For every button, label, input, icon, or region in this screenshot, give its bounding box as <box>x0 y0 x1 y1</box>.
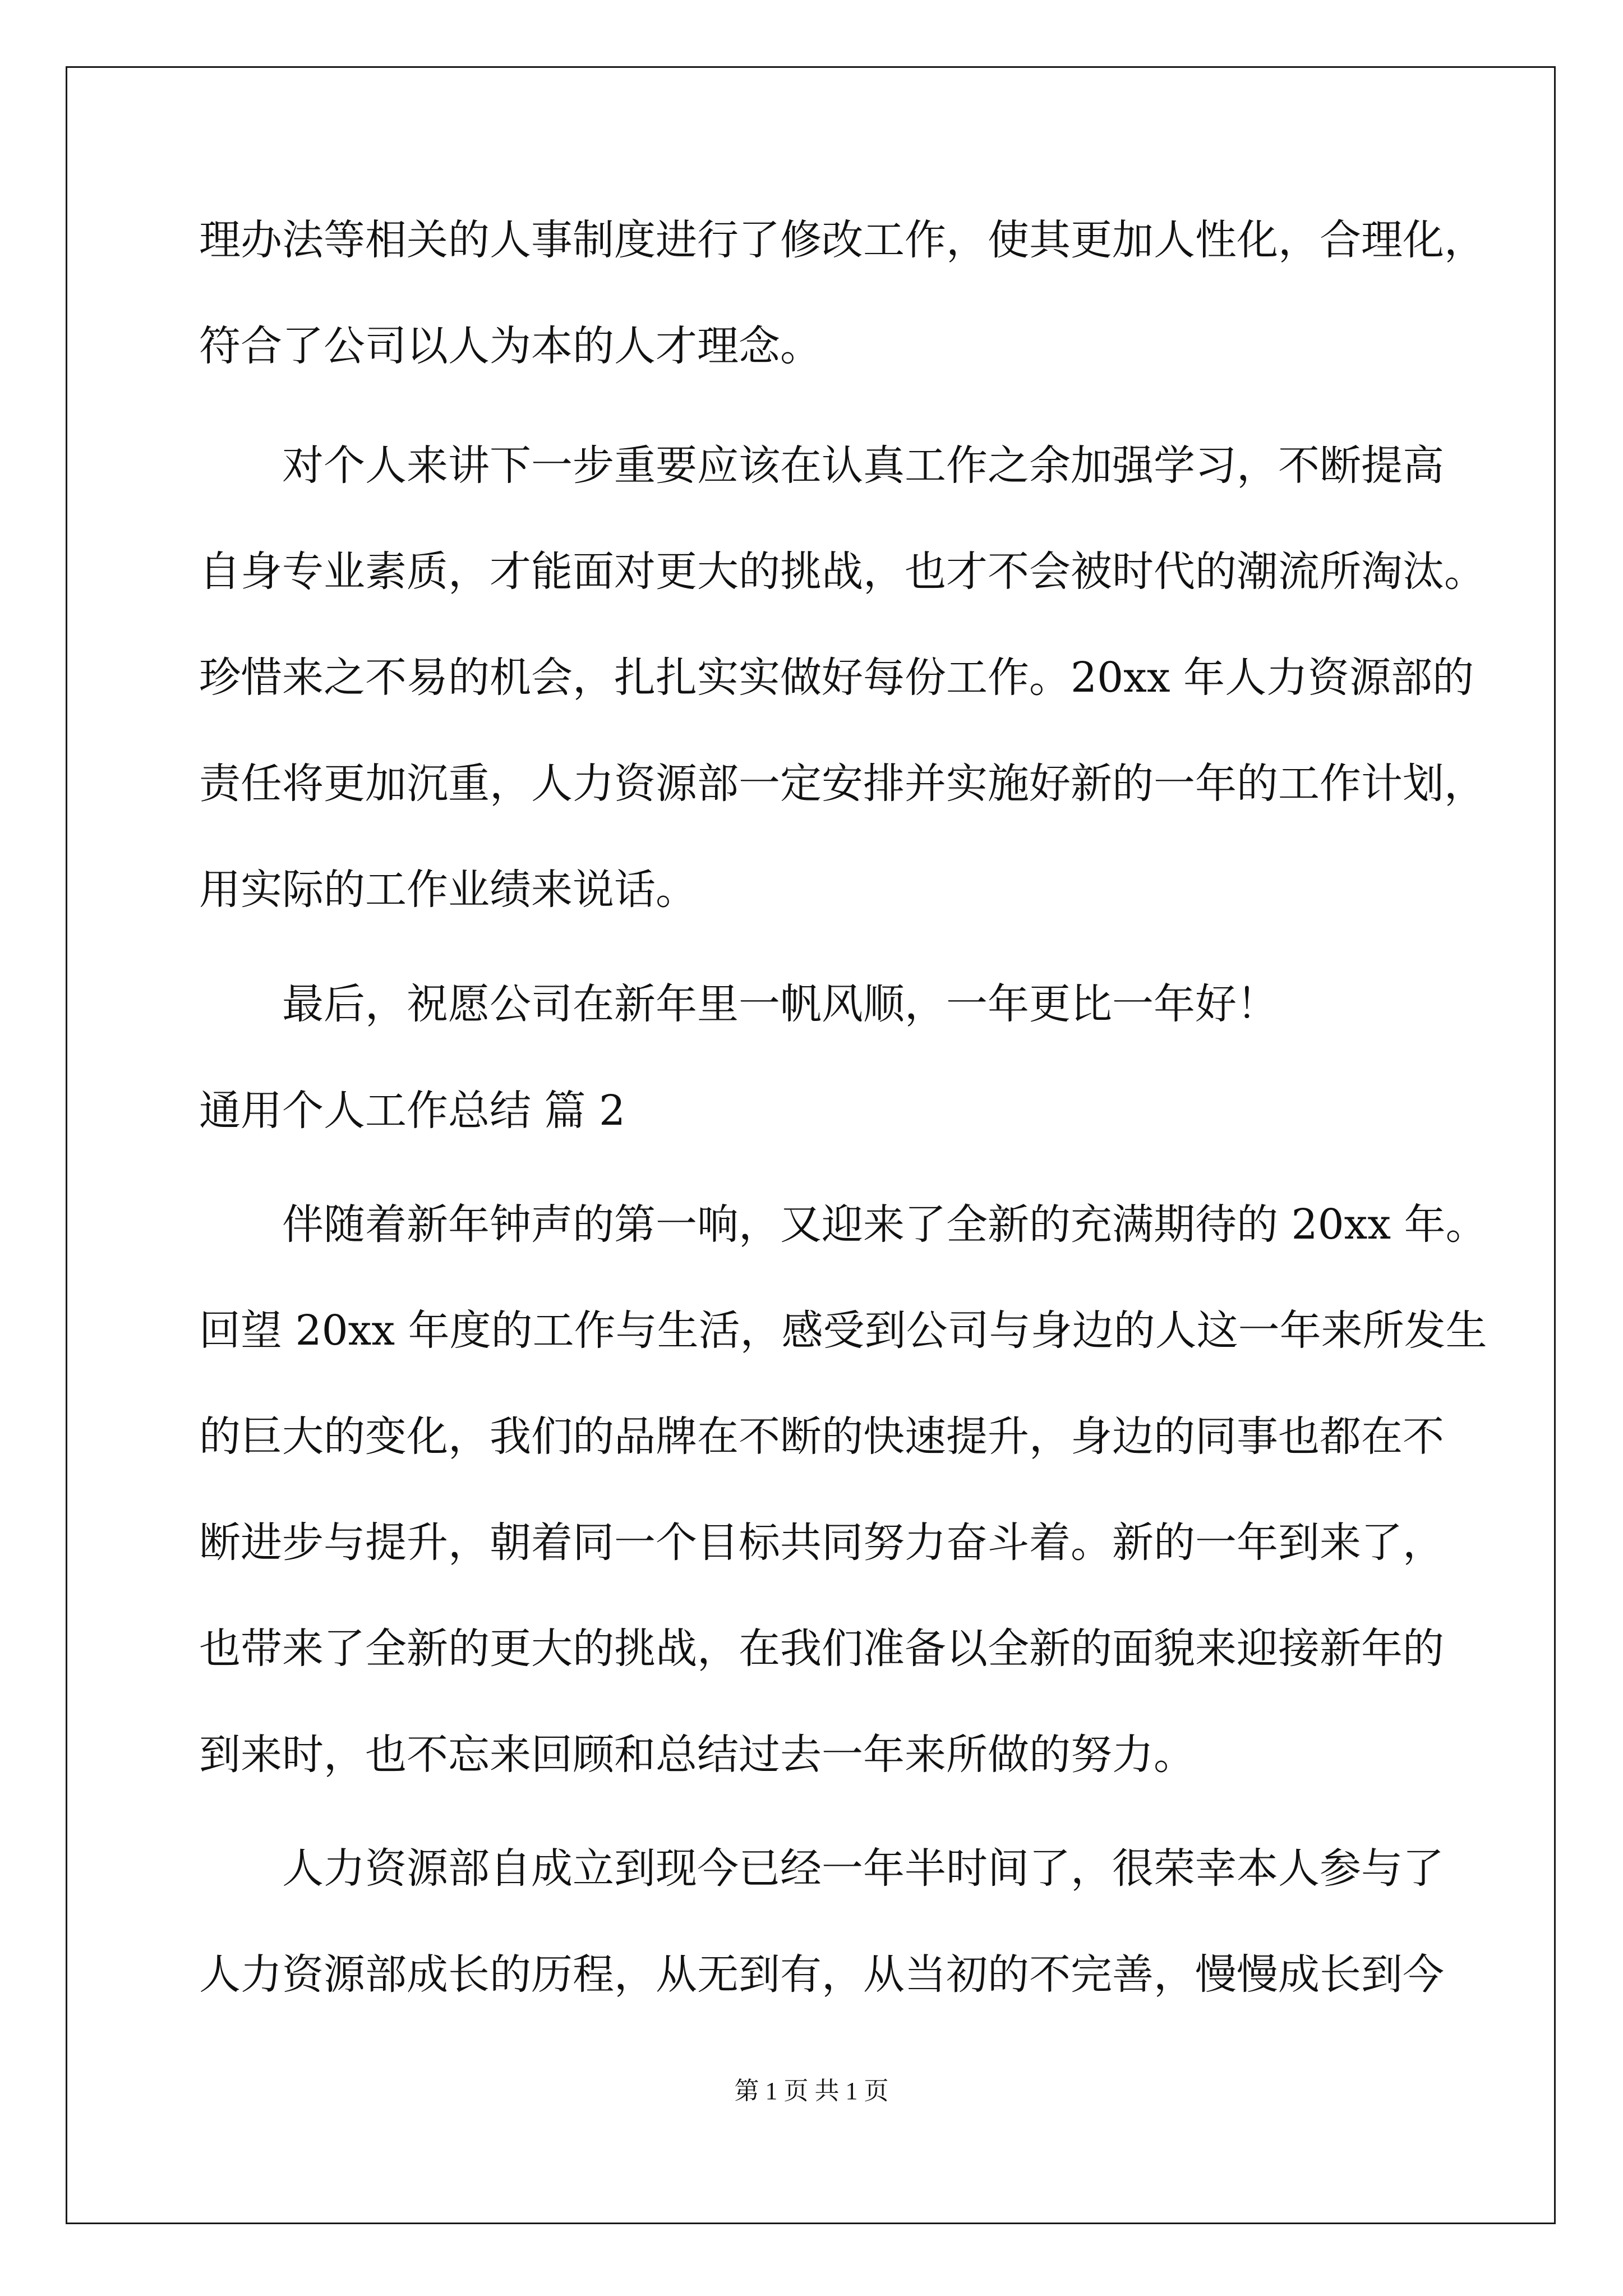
paragraph-first-line: 人力资源部自成立到现今已经一年半时间了，很荣幸本人参与了 <box>282 1844 1444 1893</box>
body-line: 责任将更加沉重，人力资源部一定安排并实施好新的一年的工作计划， <box>199 760 1486 808</box>
paragraph-first-line: 对个人来讲下一步重要应该在认真工作之余加强学习，不断提高 <box>282 441 1444 490</box>
body-line: 也带来了全新的更大的挑战，在我们准备以全新的面貌来迎接新年的 <box>199 1625 1444 1673</box>
body-line: 到来时，也不忘来回顾和总结过去一年来所做的努力。 <box>199 1731 1195 1779</box>
body-line: 自身专业素质，才能面对更大的挑战，也才不会被时代的潮流所淘汰。 <box>199 547 1486 596</box>
body-line: 珍惜来之不易的机会，扎扎实实做好每份工作。20xx 年人力资源部的 <box>199 654 1474 702</box>
body-line: 的巨大的变化，我们的品牌在不断的快速提升，身边的同事也都在不 <box>199 1412 1444 1461</box>
page-footer: 第 1 页 共 1 页 <box>734 2077 889 2105</box>
section-heading: 通用个人工作总结 篇 2 <box>199 1087 626 1135</box>
page-frame <box>66 66 1556 2224</box>
body-line: 理办法等相关的人事制度进行了修改工作，使其更加人性化，合理化， <box>199 216 1486 264</box>
body-line: 回望 20xx 年度的工作与生活，感受到公司与身边的人这一年来所发生 <box>199 1306 1487 1355</box>
body-line: 人力资源部成长的历程，从无到有，从当初的不完善，慢慢成长到今 <box>199 1950 1444 1999</box>
body-line: 符合了公司以人为本的人才理念。 <box>199 322 822 370</box>
body-line: 用实际的工作业绩来说话。 <box>199 866 697 914</box>
paragraph-first-line: 伴随着新年钟声的第一响，又迎来了全新的充满期待的 20xx 年。 <box>282 1200 1487 1249</box>
body-line: 断进步与提升，朝着同一个目标共同努力奋斗着。新的一年到来了， <box>199 1519 1444 1567</box>
paragraph-first-line: 最后，祝愿公司在新年里一帆风顺，一年更比一年好！ <box>282 980 1278 1028</box>
